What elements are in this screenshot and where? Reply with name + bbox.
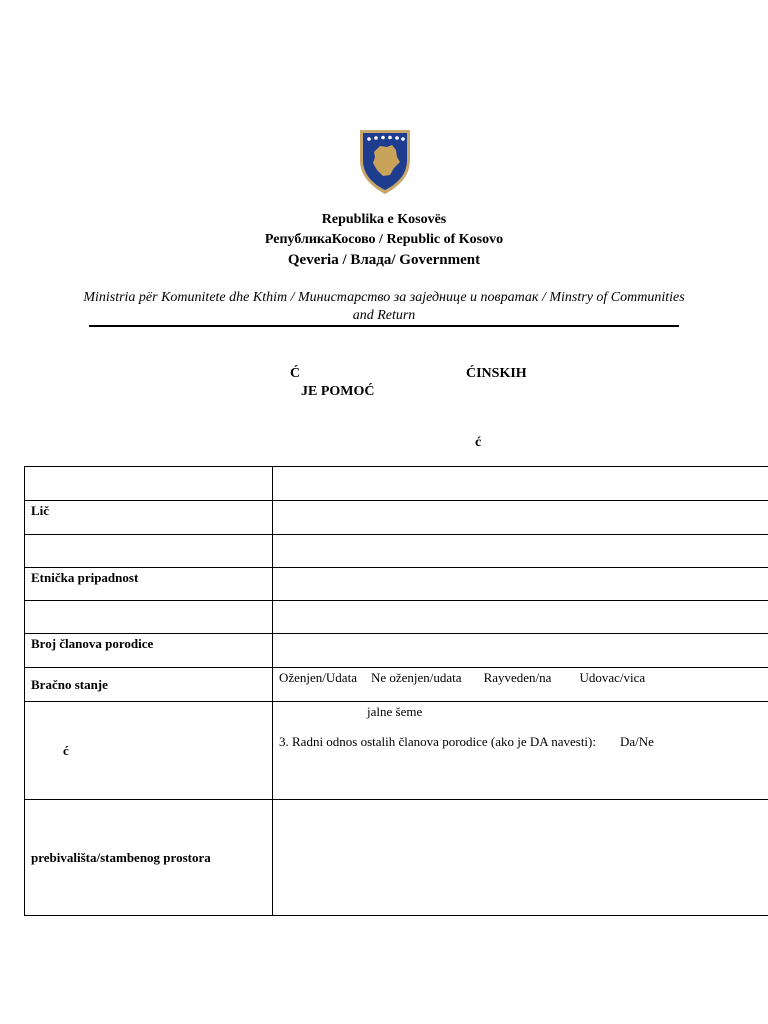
application-form-table — [24, 466, 768, 916]
form-field[interactable] — [273, 601, 768, 634]
form-label: Broj članova porodice — [25, 634, 273, 668]
option-unmarried[interactable]: Ne oženjen/udata — [370, 670, 462, 685]
form-label: ć — [25, 702, 273, 800]
form-label: Lič — [25, 501, 273, 535]
header-line-3: Qeveria / Влада/ Government — [287, 252, 481, 268]
form-field[interactable] — [273, 800, 768, 916]
form-field[interactable] — [273, 501, 768, 535]
employment-field[interactable] — [273, 702, 768, 800]
form-label — [25, 535, 273, 568]
header-line-1: Republika e Kosovës — [321, 212, 447, 227]
title-fragment-1: Ć — [290, 366, 301, 381]
form-field[interactable] — [273, 467, 768, 501]
form-label — [25, 601, 273, 634]
form-label: Etnička pripadnost — [25, 568, 273, 601]
form-field[interactable] — [273, 568, 768, 601]
form-row-marital-status — [25, 668, 768, 702]
form-row-residence — [25, 800, 768, 916]
form-row — [25, 535, 768, 568]
form-field[interactable] — [273, 634, 768, 668]
form-row — [25, 501, 768, 535]
subtitle-fragment: ć — [475, 435, 482, 450]
form-row — [25, 601, 768, 634]
form-row — [25, 634, 768, 668]
option-married[interactable]: Oženjen/Udata — [279, 670, 357, 685]
form-row — [25, 568, 768, 601]
option-divorced[interactable]: Rayveden/na — [483, 670, 552, 685]
employment-answer[interactable]: Da/Ne — [619, 734, 654, 749]
kosovo-coat-of-arms — [356, 126, 414, 196]
form-row-employment — [25, 702, 768, 800]
employment-question: 3. Radni odnos ostalih članova porodice (ako je DA navesti): — [279, 734, 596, 749]
header-line-2: РепубликаКосово / Republic of Kosovo — [264, 232, 504, 247]
header-divider — [89, 325, 679, 327]
title-fragment-2: ĆINSKIH — [466, 366, 527, 381]
ministry-name: Ministria për Komunitete dhe Kthim / Министарство за заједнице и повратак / Minstry of Communities and Return — [83, 290, 685, 323]
form-label — [25, 467, 273, 501]
form-label: Bračno stanje — [25, 668, 273, 702]
title-fragment-3: JE POMOĆ — [301, 384, 375, 399]
employment-line-1: jalne šeme — [367, 704, 423, 719]
marital-status-options — [273, 668, 768, 702]
form-field[interactable] — [273, 535, 768, 568]
option-widowed[interactable]: Udovac/vica — [579, 670, 646, 685]
form-row — [25, 467, 768, 501]
form-label: prebivališta/stambenog prostora — [25, 800, 273, 916]
employment-line-2 — [279, 734, 768, 750]
